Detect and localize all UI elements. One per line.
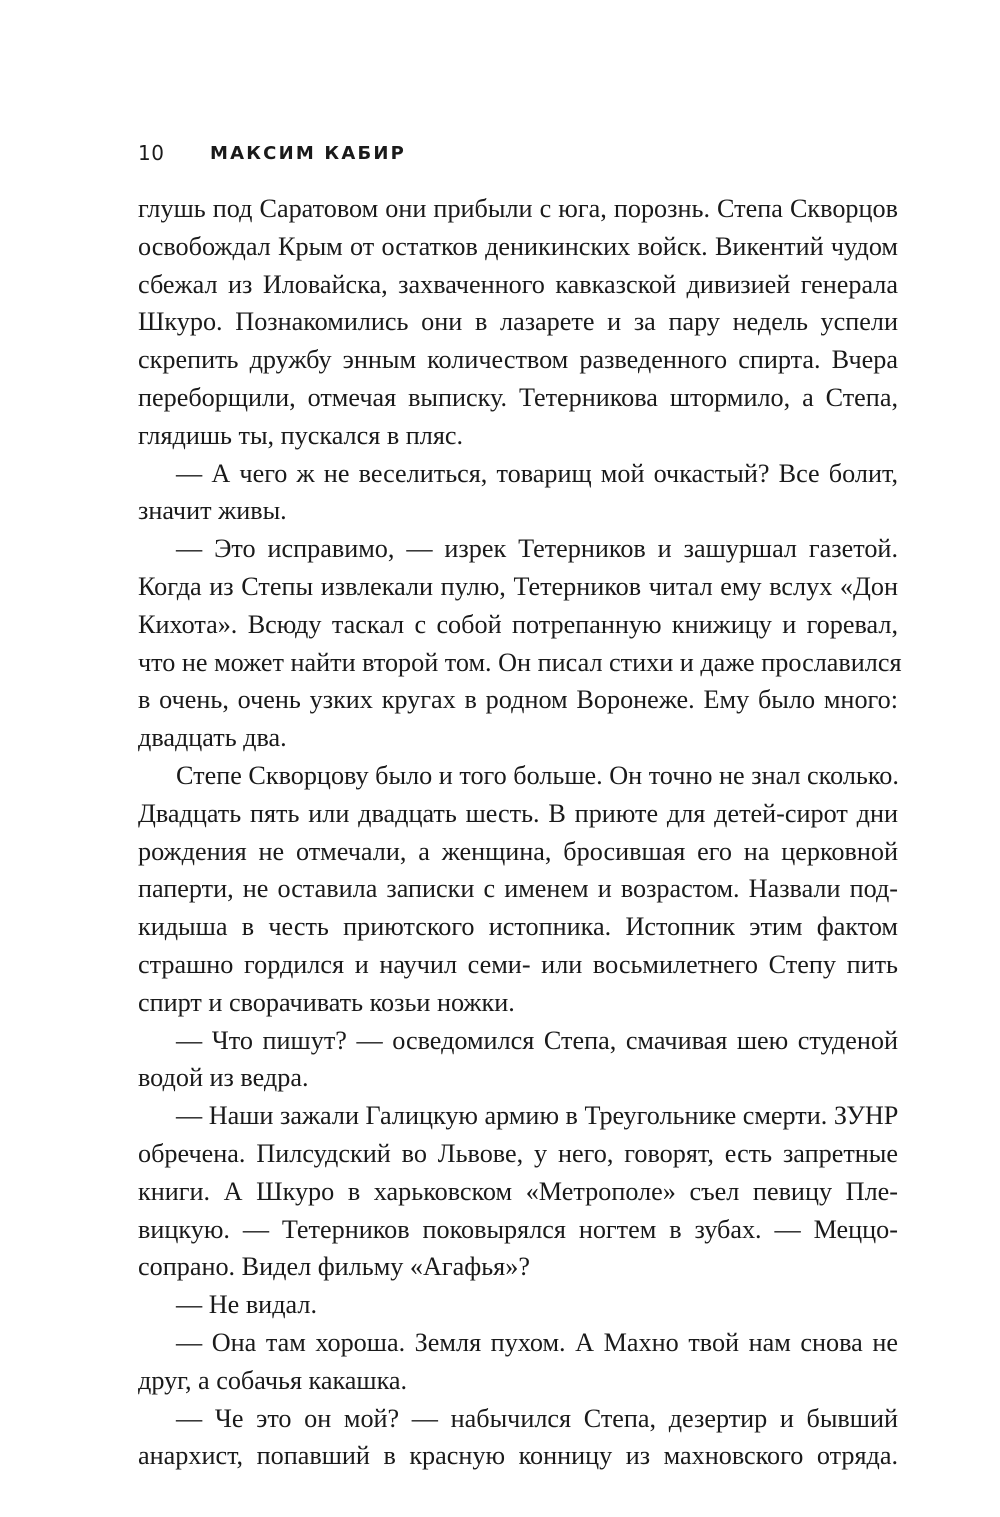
page-number: 10 [138, 141, 165, 165]
text-line: друг, а собачья какашка. [138, 1365, 408, 1395]
text-line: водой из ведра. [138, 1063, 309, 1093]
text-line: — Наши зажали Галицкую армию в Треугольнике смерти. ЗУНР [176, 1101, 899, 1131]
text-line: — Не видал. [176, 1290, 317, 1320]
text-line: в очень, очень узких кругах в родном Воронеже. Ему было много: [138, 685, 898, 715]
text-line: двадцать два. [138, 723, 287, 753]
text-line: Степе Скворцову было и того больше. Он точно не знал сколько. [176, 760, 899, 790]
text-line: — Это исправимо, — изрек Тетерников и зашуршал газетой. [176, 534, 898, 564]
text-line: страшно гордился и научил семи- или восьмилетнего Степу пить [138, 949, 898, 979]
text-line: — А чего ж не веселиться, товарищ мой очкастый? Все болит, [176, 458, 898, 488]
author-name: МАКСИМ КАБИР [210, 142, 407, 164]
running-head [138, 138, 406, 168]
text-line: значит живы. [138, 496, 287, 526]
text-line: Кихота». Всюду таскал с собой потрепанную книжицу и горевал, [138, 609, 898, 639]
text-line: анархист, попавший в красную конницу из махновского отряда. [138, 1441, 898, 1471]
text-line: спирт и сворачивать козьи ножки. [138, 987, 515, 1017]
text-line: паперти, не оставила записки с именем и возрастом. Назвали под- [138, 874, 898, 904]
text-line: переборщили, отмечая выписку. Тетерникова штормило, а Степа, [138, 382, 898, 412]
body-text [138, 190, 902, 1475]
text-line: глушь под Саратовом они прибыли с юга, порознь. Степа Скворцов [138, 194, 898, 223]
text-line: — Она там хороша. Земля пухом. А Махно твой нам снова не [176, 1327, 898, 1357]
text-line: — Че это он мой? — набычился Степа, дезертир и бывший [176, 1403, 898, 1433]
text-line: что не может найти второй том. Он писал стихи и даже прославился [138, 647, 902, 677]
text-line: сопрано. Видел фильму «Агафья»? [138, 1252, 530, 1282]
text-line: Двадцать пять или двадцать шесть. В приюте для детей-сирот дни [138, 798, 898, 828]
text-line: — Что пишут? — осведомился Степа, смачивая шею студеной [176, 1025, 898, 1055]
text-line: скрепить дружбу энным количеством разведенного спирта. Вчера [138, 345, 898, 375]
text-line: Шкуро. Познакомились они в лазарете и за пару недель успели [138, 307, 898, 337]
text-line: глядишь ты, пускался в пляс. [138, 420, 464, 450]
text-line: вицкую. — Тетерников поковырялся ногтем в зубах. — Меццо- [138, 1214, 898, 1244]
text-line: книги. А Шкуро в харьковском «Метрополе» съел певицу Пле- [138, 1176, 898, 1206]
text-line: обречена. Пилсудский во Львове, у него, говорят, есть запретные [138, 1138, 898, 1168]
text-line: рождения не отмечали, а женщина, бросившая его на церковной [138, 836, 898, 866]
text-line: освобождал Крым от остатков деникинских войск. Викентий чудом [138, 231, 898, 261]
text-line: кидыша в честь приютского истопника. Истопник этим фактом [138, 912, 898, 942]
text-line: сбежал из Иловайска, захваченного кавказской дивизией генерала [138, 269, 898, 299]
text-line: Когда из Степы извлекали пулю, Тетерников читал ему вслух «Дон [138, 571, 898, 601]
